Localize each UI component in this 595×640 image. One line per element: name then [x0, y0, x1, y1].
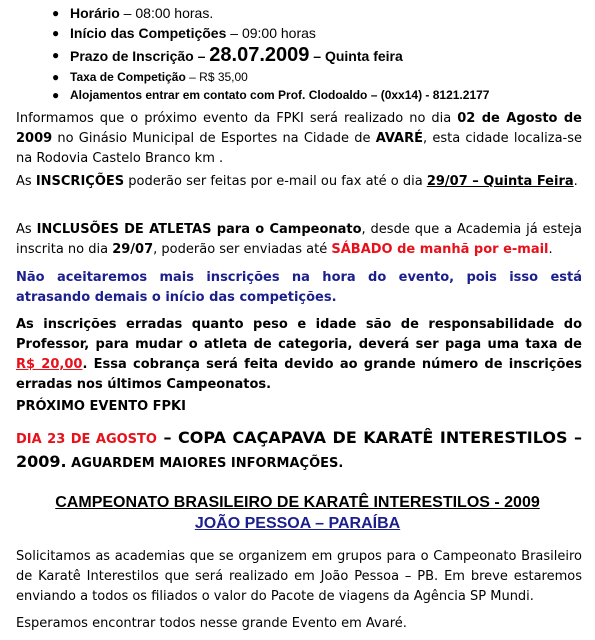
athletes-paragraph: As INCLUSÕES DE ATLETAS para o Campeonato, desde que a Academia já esteja inscrita no dia 29/07, poderão ser enviadas até SÁBADO de manhã por e-mail. — [16, 222, 582, 257]
schedule-label: Alojamentos entrar em contato com Prof — [70, 88, 303, 102]
list-item: ● Início das Competições – 09:00 horas — [52, 23, 489, 43]
late-registration-notice: Não aceitaremos mais inscrições na hora do evento, pois isso está atrasando demais o início das competições. — [16, 270, 582, 305]
event-announcement: Informamos que o próximo evento da FPKI será realizado no dia 02 de Agosto de 2009 no Ginásio Municipal de Esportes na Cidade de AVARÉ, esta cidade localiza-se na Rodovia Castelo Branco km . — [16, 111, 583, 166]
next-event-name: – COPA CAÇAPAVA DE KARATÊ INTERESTILOS – 2009. — [16, 428, 582, 471]
schedule-label: Início das Competições — [70, 25, 227, 41]
fee-notice: As inscrições erradas quanto peso e idade são de responsabilidade do Professor, para mudar o atleta de categoria, deverá ser paga uma taxa de R$ 20,00. Essa cobrança será feita devido ao grande número de inscrições erradas nos últimos Campeonatos. — [16, 317, 582, 392]
schedule-label: Horário — [70, 5, 120, 21]
fee-amount: R$ 20,00 — [16, 357, 83, 372]
schedule-value: 09:00 horas — [241, 25, 316, 41]
championship-location: JOÃO PESSOA – PARAÍBA — [194, 515, 401, 532]
list-item: ● Prazo de Inscrição – 28.07.2009 – Quinta feira — [52, 43, 489, 68]
deadline-weekday: – Quinta feira — [309, 48, 403, 64]
schedule-value: 08:00 horas. — [135, 5, 214, 21]
next-event: DIA 23 DE AGOSTO – COPA CAÇAPAVA DE KARATÊ INTERESTILOS – 2009. AGUARDEM MAIORES INFORMAÇÕES. — [16, 428, 582, 471]
deadline-date: 28.07.2009 — [209, 44, 310, 66]
championship-title: CAMPEONATO BRASILEIRO DE KARATÊ INTERESTILOS - 2009 — [55, 494, 540, 511]
registration-paragraph: As INSCRIÇÕES poderão ser feitas por e-mail ou fax até o dia 29/07 – Quinta Feira. — [16, 174, 578, 189]
list-item — [52, 86, 489, 104]
list-item: ● Horário – 08:00 horas. — [52, 3, 489, 23]
list-item: ● Taxa de Competição – R$ 35,00 — [52, 68, 489, 86]
next-event-date: DIA 23 DE AGOSTO — [16, 432, 157, 447]
schedule-value: . Clodoaldo – (0xx14) - 8121.2177 — [302, 88, 490, 102]
schedule-label: Prazo de Inscrição — [70, 48, 194, 64]
closing-text: Esperamos encontrar todos nesse grande Evento em Avaré. — [16, 616, 407, 631]
schedule-list — [52, 3, 489, 104]
saturday-deadline: SÁBADO de manhã por e-mail — [331, 242, 549, 257]
championship-paragraph: Solicitamos as academias que se organizem em grupos para o Campeonato Brasileiro de Karatê Interestilos que será realizado em João Pessoa – PB. Em breve estaremos enviando a todos os filiados o valor do Pacote de viagens da Agência SP Mundi. — [16, 549, 582, 604]
schedule-label: Taxa de Competição — [70, 70, 186, 84]
event-date: 02 de Agosto de 2009 — [16, 111, 582, 146]
event-city: AVARÉ — [375, 131, 424, 146]
next-event-title: PRÓXIMO EVENTO FPKI — [16, 399, 186, 414]
registration-deadline: 29/07 – Quinta Feira — [426, 174, 574, 189]
schedule-value: R$ 35,00 — [199, 70, 248, 84]
